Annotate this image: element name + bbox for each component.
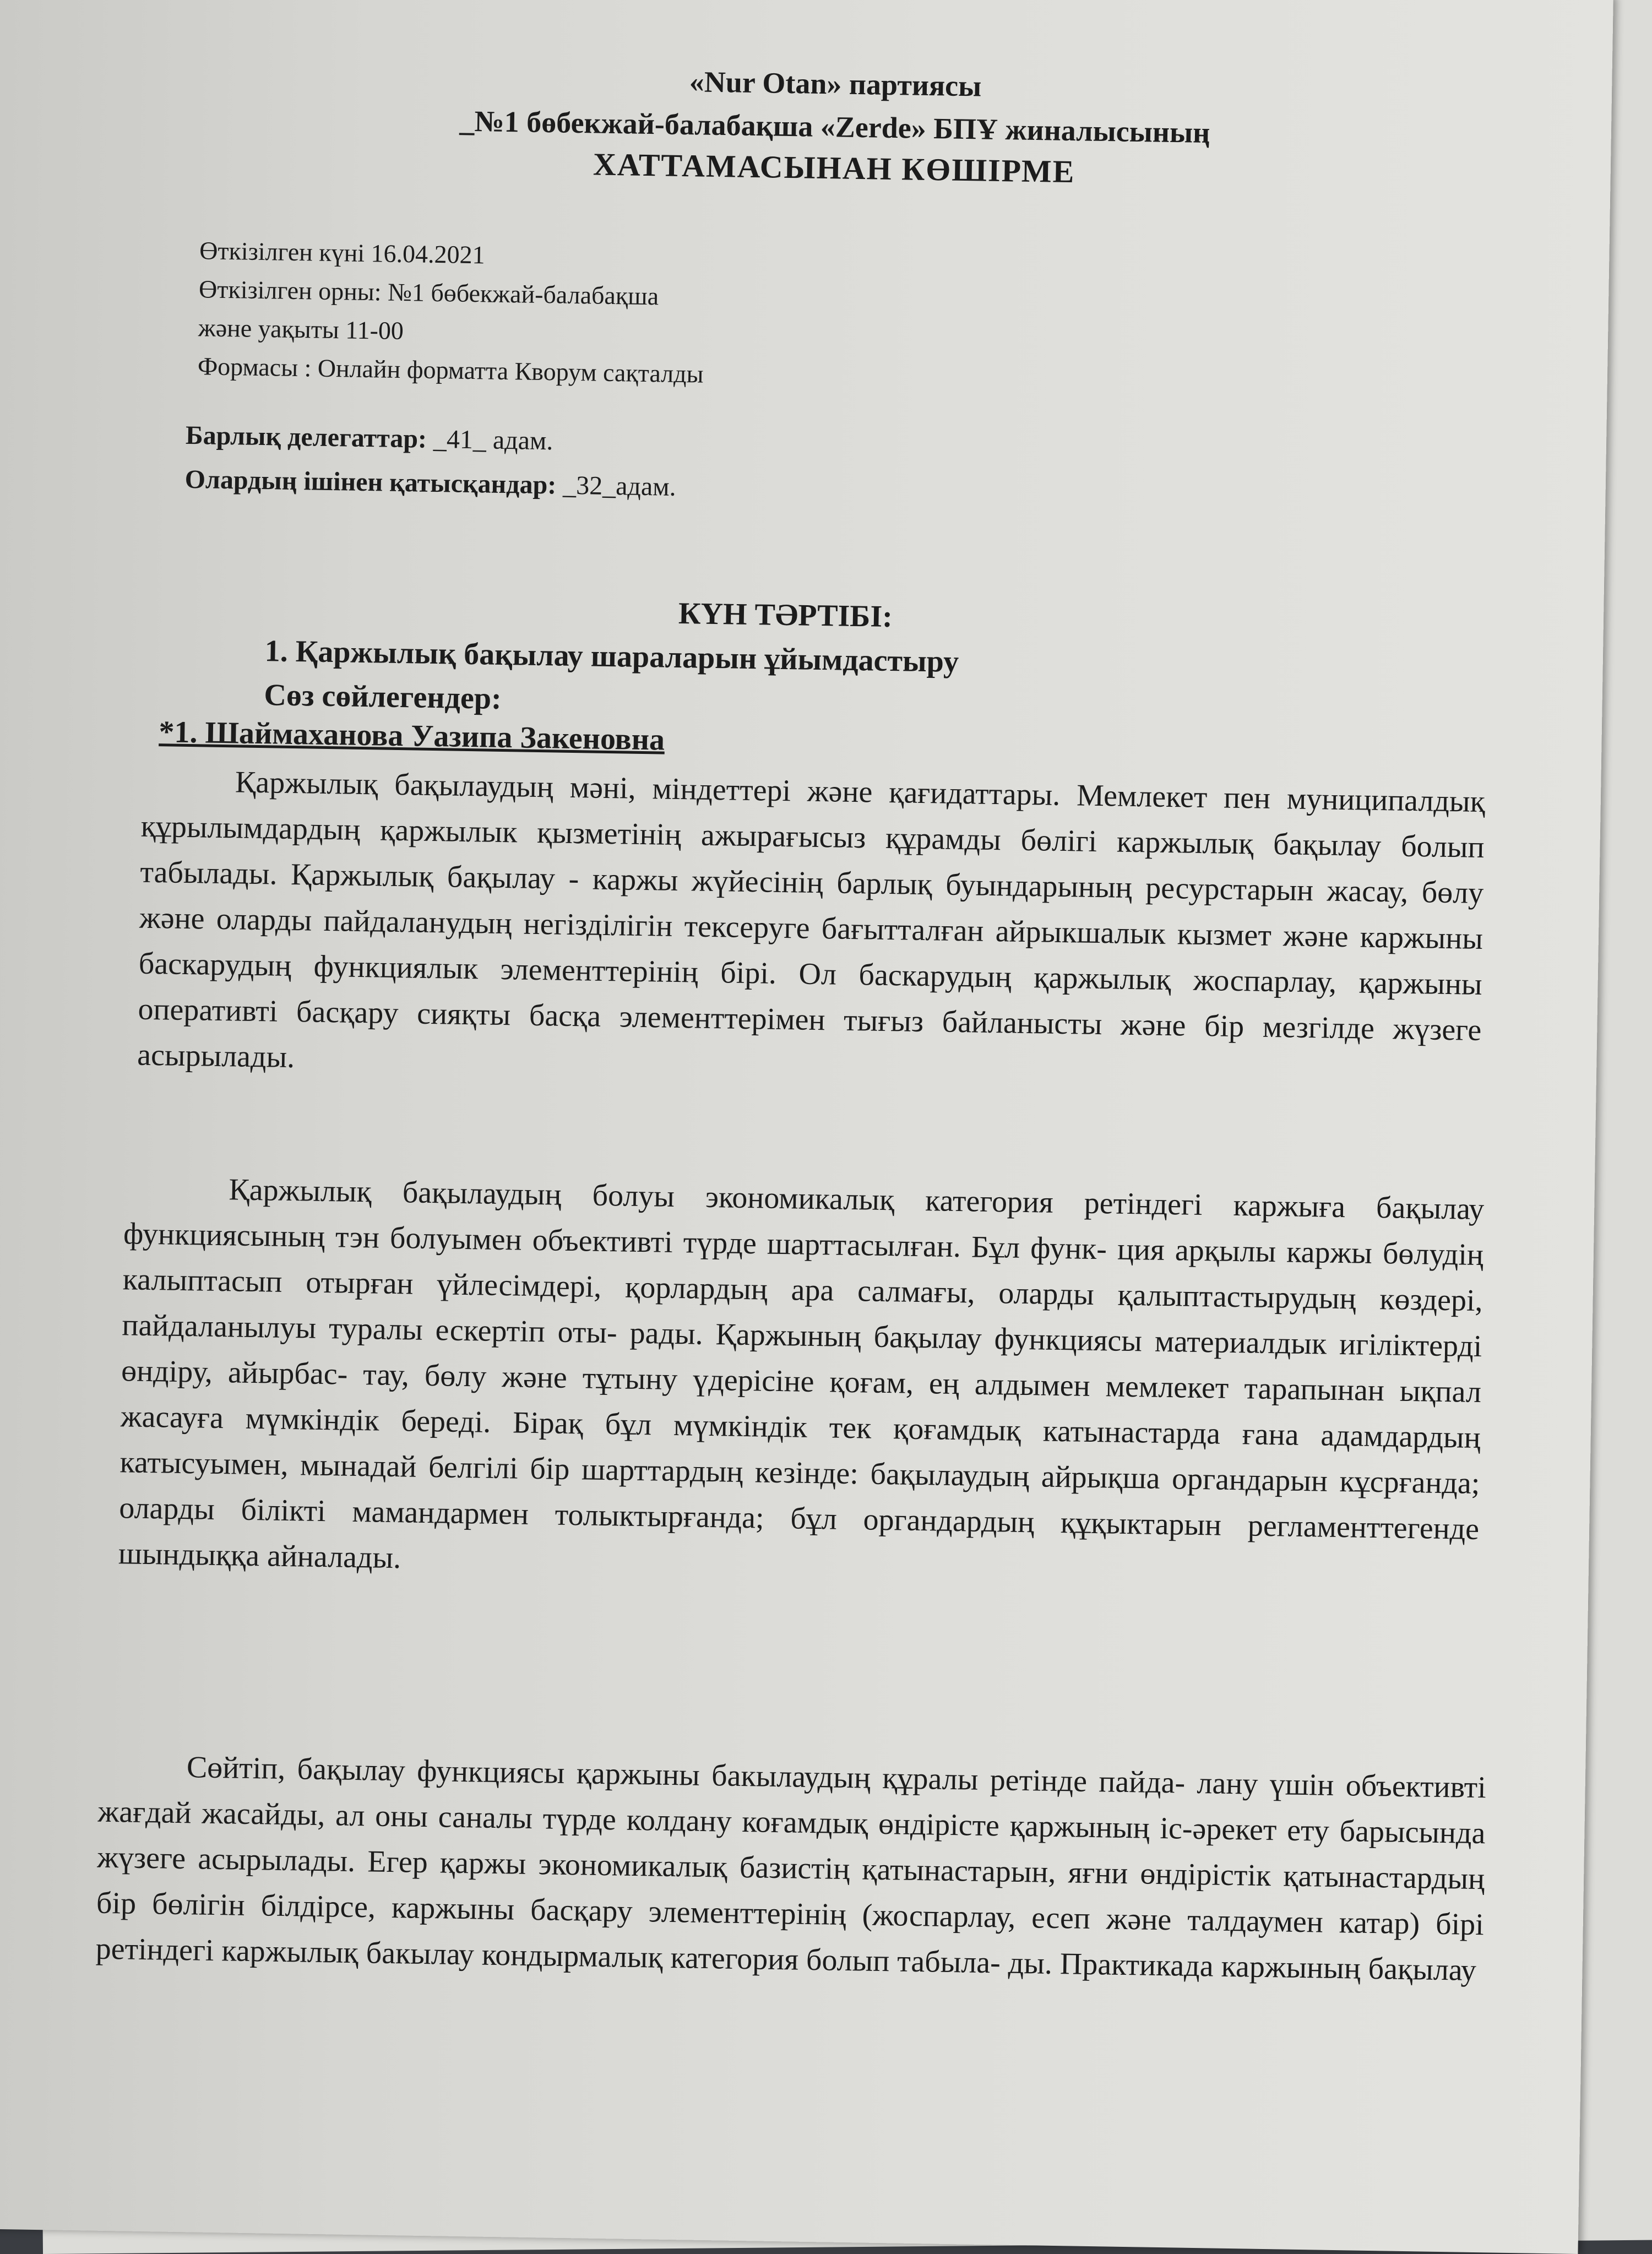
delegates-total-value: _41_ адам. [433,424,553,456]
party-name: «Nur Otan» партиясы [689,65,982,103]
meeting-date: Өткізілген күні 16.04.2021 [199,236,485,269]
delegates-total [186,420,553,456]
speakers-label: Сөз сөйлегендер: [264,678,502,716]
delegates-total-label: Барлық делегаттар: [185,420,427,454]
meeting-place: Өткізілген орны: №1 бөбекжай-балабақша [198,275,659,311]
body-paragraph-3: Сөйтіп, бақылау функциясы қаржыны бакылаудың құралы ретінде пайда- лану үшін объективті жағдай жасайды, ал оны саналы түрде колдану коғамдық өндірісте қаржының іс-әрекет ету барысында жүзеге асырылады. Егер қаржы экономикалық базистің қатынастарын, яғни өндірістік қатынастардың бір бөлігін білдірсе, каржыны басқару элементтерінің (жоспарлау, есеп және талдаумен катар) бірі ретіндегі каржылық бакылау кондырмалық категория болып табыла- ды. Практикада каржының бақылау [95,1750,1487,1988]
document-title: ХАТТАМАСЫНАН КӨШІРМЕ [593,146,1075,190]
agenda-item-1: 1. Қаржылық бақылау шараларын ұйымдастыру [264,634,959,679]
delegates-present-value: _32_адам. [562,470,677,502]
agenda-title: КҮН ТӘРТІБІ: [678,596,893,634]
meeting-format: Формасы : Онлайн форматта Кворум сақталды [197,352,704,388]
organization-line: _№1 бөбекжай-балабақша «Zerde» БПҰ жиналысының [459,104,1210,150]
delegates-present-label: Олардың ішінен қатысқандар: [184,464,557,500]
speaker-name: *1. Шаймаханова Уазипа Закеновна [159,715,665,757]
delegates-present [184,464,676,502]
meeting-time: және уақыты 11-00 [198,313,404,345]
body-paragraph-1: Қаржылық бақылаудың мәні, міндеттері және қағидаттары. Мемлекет пен муниципалдық құрылымдардың қаржылык қызметінің ажырағысыз құрамды бөлігі каржылық бақылау болып табылады. Қаржылық бақылау - каржы жүйесінің барлық буындарының ресурстарын жасау, бөлу және оларды пайдаланудың негізділігін тексеруге бағытталған айрыкшалык кызмет және каржыны баскарудың функциялык элементтерінің бірі. Ол баскарудың қаржылық жоспарлау, қаржыны оперативті басқару сияқты басқа элементтерімен тығыз байланысты және бір мезгілде жүзеге асырылады. [137,765,1486,1075]
body-paragraph-2: Қаржылық бақылаудың болуы экономикалық категория ретіндегі каржыға бақылау функциясының тэн болуымен объективті түрде шарттасылған. Бұл функ- ция арқылы каржы бөлудің калыптасып отырған үйлесімдері, қорлардың ара салмағы, оларды қалыптастырудың көздері, пайдаланылуы туралы ескертіп оты- рады. Қаржының бақылау функциясы материалдык игіліктерді өндіру, айырбас- тау, бөлу және тұтыну үдерісіне қоғам, ең алдымен мемлекет тарапынан ықпал жасауға мүмкіндік береді. Бірақ бұл мүмкіндік тек қоғамдық катынастарда ғана адамдардың катысуымен, мынадай белгілі бір шарттардың кезінде: бақылаудың айрықша органдарын кұсрғанда; оларды білікті мамандармен толыктырғанда; бұл органдардың құқыктарын регламенттегенде шындыққа айналады. [118,1172,1485,1576]
